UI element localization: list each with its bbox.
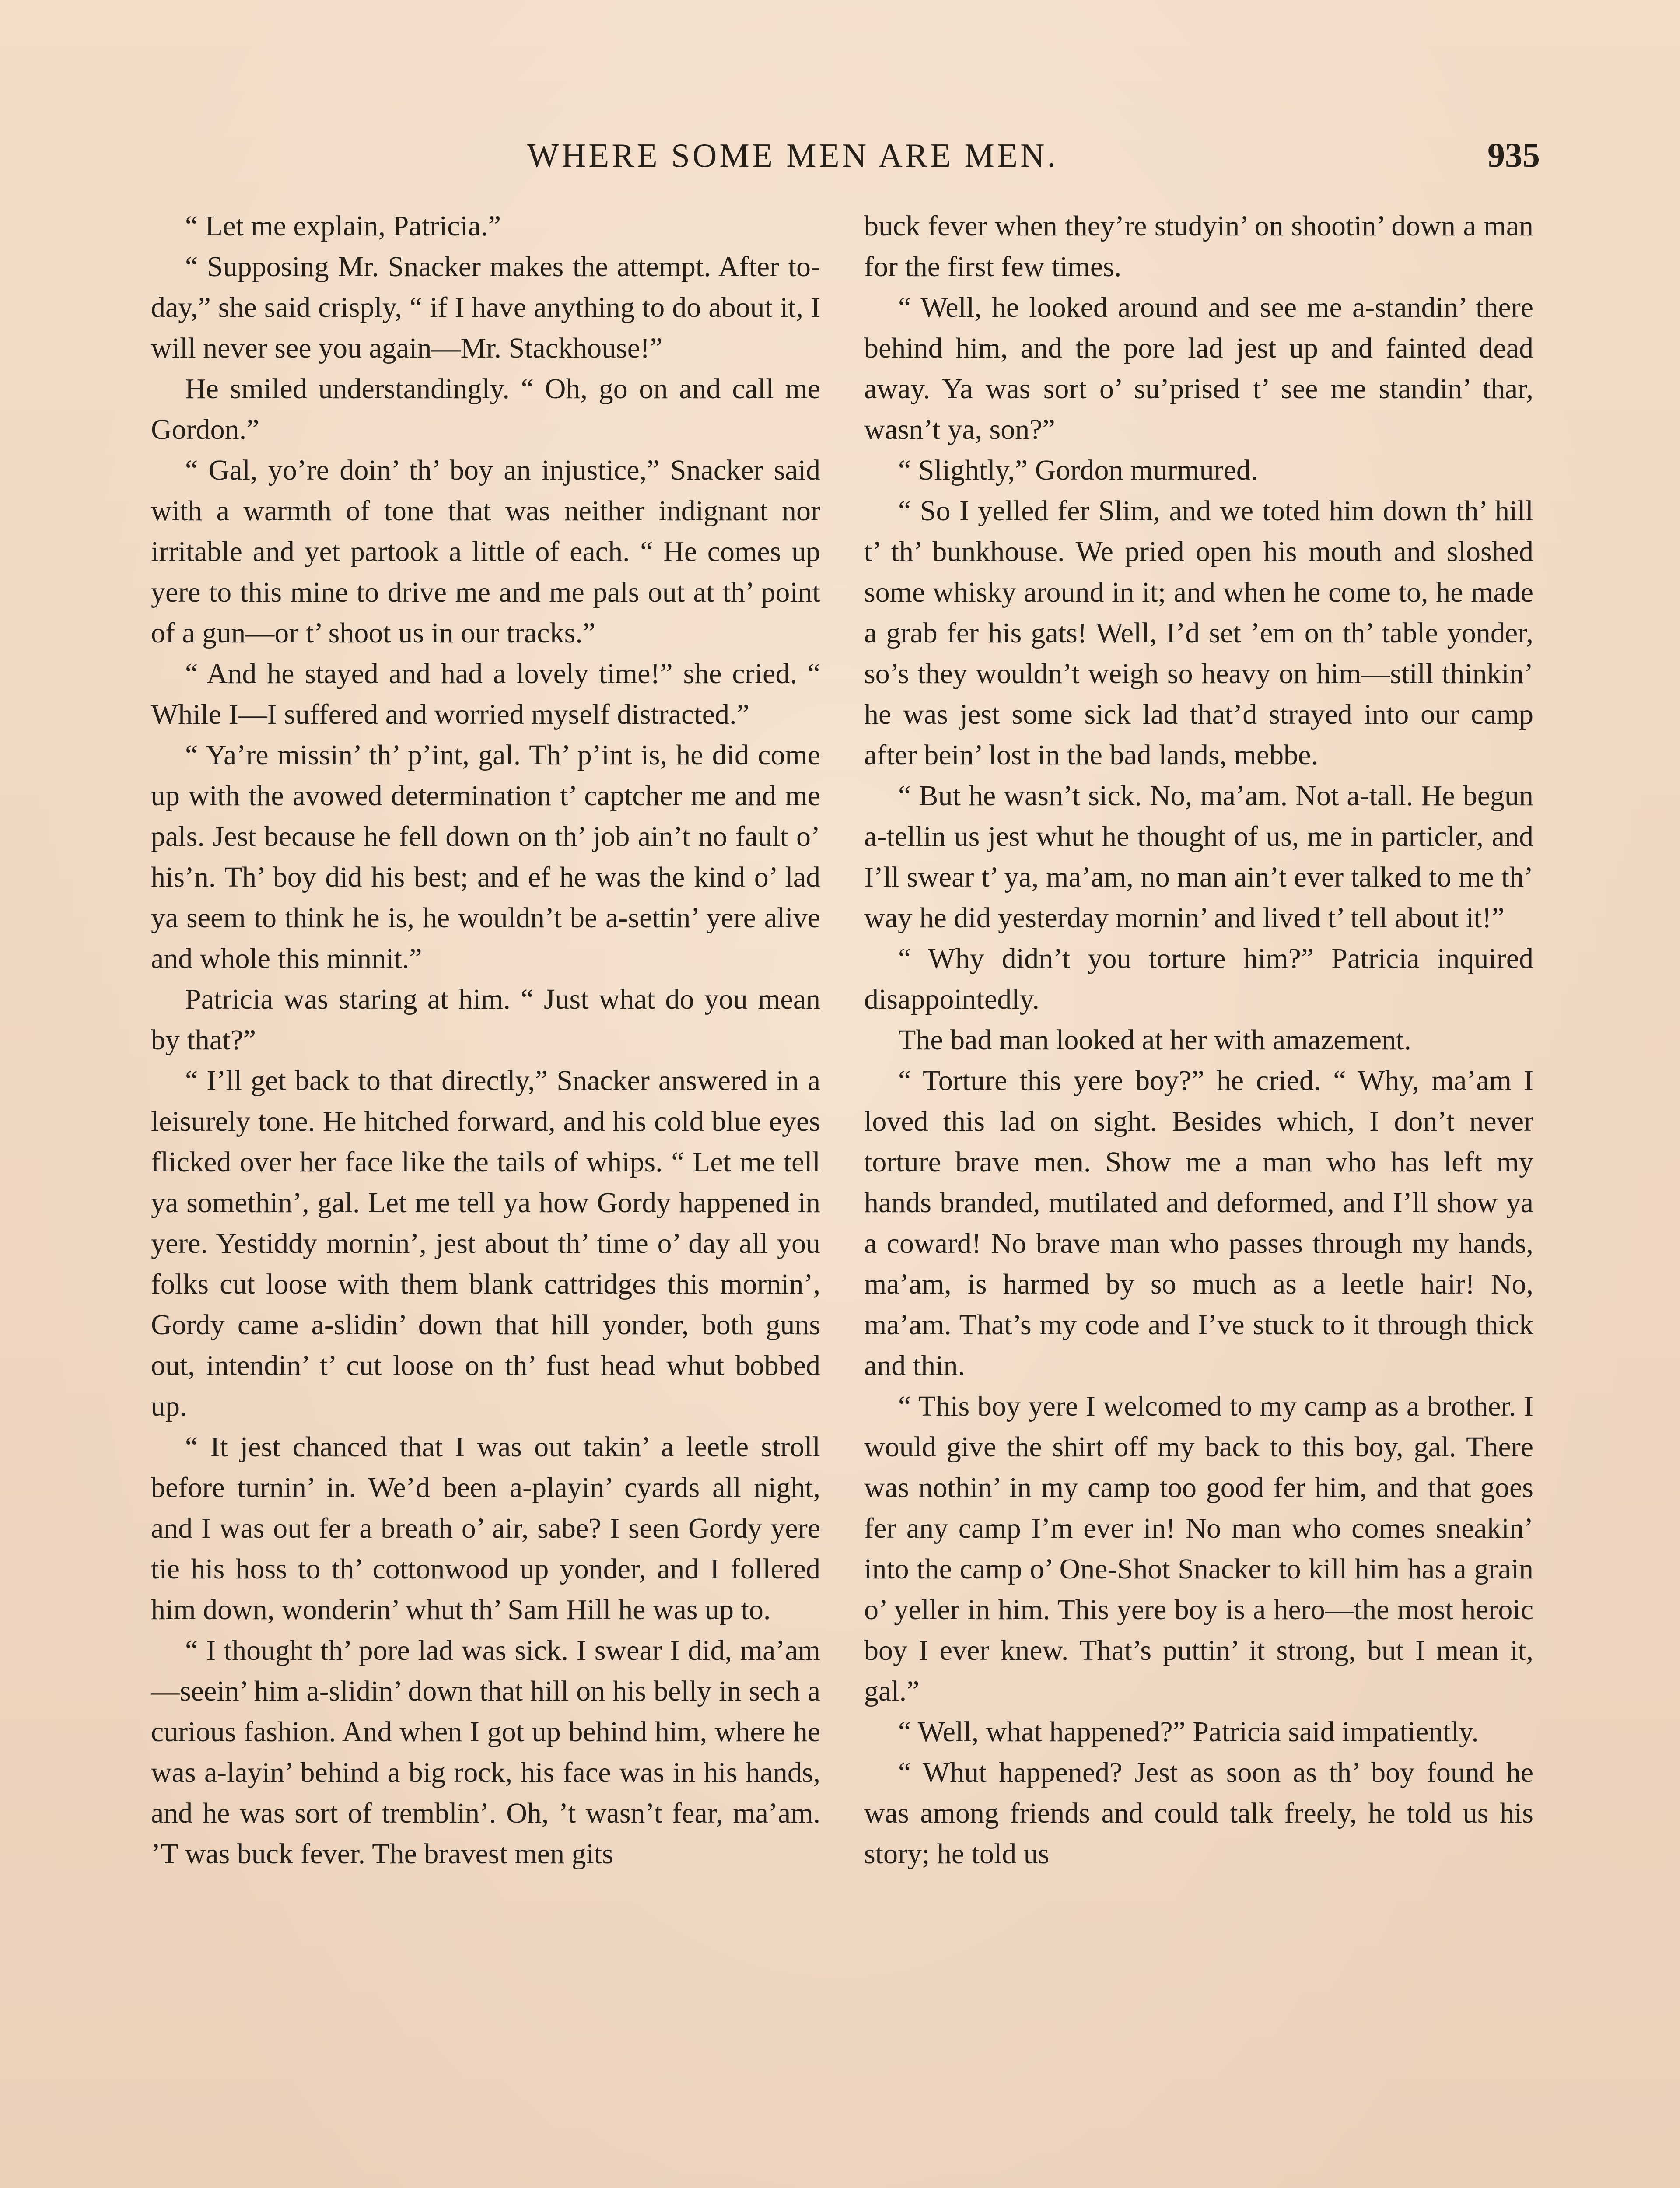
paragraph: “ Slightly,” Gordon murmured. [898,454,1258,486]
paragraph: “ I’ll get back to that directly,” Snacker answered in a leisurely tone. He hitched forward, and his cold blue eyes flicked over her face like the tails of whips. “ Let me tell ya somethin’, gal. Let me tell ya how Gordy happened in yere. Yestiddy mornin’, jest about th’ time o’ day all you folks cut loose with them blank cattridges this mornin’, Gordy came a-slidin’ down that hill yonder, both guns out, intendin’ t’ cut loose on th’ fust head whut bobbed up. [151,1065,820,1422]
paragraph: “ So I yelled fer Slim, and we toted him down th’ hill t’ th’ bunkhouse. We pried open his mouth and sloshed some whisky around in it; and when he come to, he made a grab fer his gats! Well, I’d set ’em on th’ table yonder, so’s they wouldn’t weigh so heavy on him—still thinkin’ he was jest some sick lad that’d strayed into our camp after bein’ lost in the bad lands, mebbe. [864,495,1533,771]
paragraph: “ Ya’re missin’ th’ p’int, gal. Th’ p’int is, he did come up with the avowed determination t’ captcher me and me pals. Jest because he fell down on th’ job ain’t no fault o’ his’n. Th’ boy did his best; and ef he was the kind o’ lad ya seem to think he is, he wouldn’t be a-settin’ yere alive and whole this minnit.” [151,739,820,975]
paragraph: “ Well, he looked around and see me a-standin’ there behind him, and the pore lad jest up and fainted dead away. Ya was sort o’ su’prised t’ see me standin’ thar, wasn’t ya, son?” [864,291,1533,445]
paragraph: “ I thought th’ pore lad was sick. I swear I did, ma’am—seein’ him a-slidin’ down that hill on his belly in sech a curious fashion. And when I got up behind him, where he was a-layin’ behind a big rock, his face was in his hands, and he was sort of tremblin’. Oh, ’t wasn’t fear, ma’am. ’T was buck fever. The bravest men gits [151,1634,820,1870]
paragraph: “ Torture this yere boy?” he cried. “ Why, ma’am I loved this lad on sight. Besides which, I don’t never torture brave men. Show me a man who has left my hands branded, mutilated and deformed, and I’ll show ya a coward! No brave man who passes through my hands, ma’am, is harmed by so much as a leetle hair! No, ma’am. That’s my code and I’ve stuck to it through thick and thin. [864,1065,1533,1382]
paragraph-continuation: buck fever when they’re studyin’ on shootin’ down a man for the first few times. [864,210,1533,283]
paragraph: “ Why didn’t you torture him?” Patricia inquired disappointedly. [864,943,1533,1015]
page-header [151,131,1540,179]
paragraph: “ Supposing Mr. Snacker makes the attempt. After to-day,” she said crisply, “ if I have anything to do about it, I will never see you again—Mr. Stackhouse!” [151,251,820,364]
page-number: 935 [1488,136,1540,175]
paragraph: “ But he wasn’t sick. No, ma’am. Not a-tall. He begun a-tellin us jest whut he thought of us, me in particler, and I’ll swear t’ ya, ma’am, no man ain’t ever talked to me th’ way he did yesterday mornin’ and lived t’ tell about it!” [864,780,1533,934]
paragraph: “ Whut happened? Jest as soon as th’ boy found he was among friends and could talk freely, he told us his story; he told us [864,1757,1533,1870]
right-text-column [864,206,1533,2188]
paragraph: Patricia was staring at him. “ Just what do you mean by that?” [151,983,820,1056]
running-title: WHERE SOME MEN ARE MEN. [527,137,1058,174]
paragraph: He smiled understandingly. “ Oh, go on and call me Gordon.” [151,373,820,445]
paragraph: “ Gal, yo’re doin’ th’ boy an injustice,” Snacker said with a warmth of tone that was neither indignant nor irritable and yet partook a little of each. “ He comes up yere to this mine to drive me and me pals out at th’ point of a gun—or t’ shoot us in our tracks.” [151,454,820,649]
paragraph: The bad man looked at her with amazement. [898,1024,1411,1056]
paragraph: “ And he stayed and had a lovely time!” she cried. “ While I—I suffered and worried myself distracted.” [151,658,820,730]
left-text-column [151,206,820,2188]
paragraph: “ It jest chanced that I was out takin’ a leetle stroll before turnin’ in. We’d been a-playin’ cyards all night, and I was out fer a breath o’ air, sabe? I seen Gordy yere tie his hoss to th’ cottonwood up yonder, and I follered him down, wonderin’ whut th’ Sam Hill he was up to. [151,1431,820,1626]
paragraph: “ This boy yere I welcomed to my camp as a brother. I would give the shirt off my back to this boy, gal. There was nothin’ in my camp too good fer him, and that goes fer any camp I’m ever in! No man who comes sneakin’ into the camp o’ One-Shot Snacker to kill him has a grain o’ yeller in him. This yere boy is a hero—the most heroic boy I ever knew. That’s puttin’ it strong, but I mean it, gal.” [864,1390,1533,1707]
paragraph: “ Let me explain, Patricia.” [185,210,501,242]
paragraph: “ Well, what happened?” Patricia said impatiently. [898,1716,1479,1748]
